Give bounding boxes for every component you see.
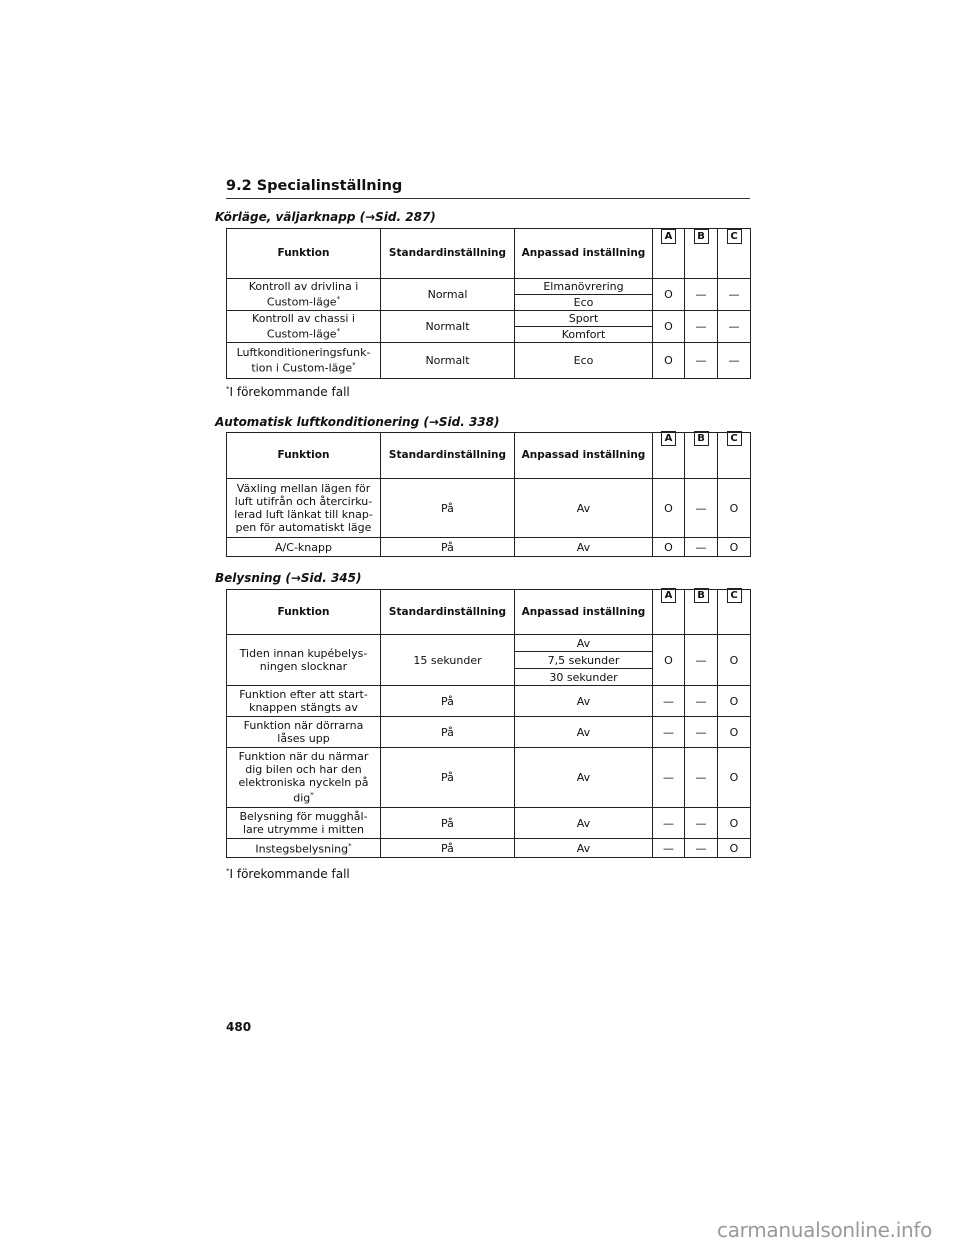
b-cell: — [685, 343, 718, 379]
standard-cell: På [381, 748, 515, 808]
col-a-badge: A [661, 229, 676, 244]
standard-cell: Normalt [381, 343, 515, 379]
a-cell: O [653, 479, 685, 538]
section-header: 9.2 Specialinställning [226, 178, 750, 199]
b-cell: — [685, 748, 718, 808]
col-b-badge: B [694, 229, 709, 244]
standard-cell: 15 sekunder [381, 635, 515, 686]
col-a-badge: A [661, 588, 676, 603]
col-anpassad: Anpassad inställning [515, 590, 653, 635]
b-cell: — [685, 686, 718, 717]
a-cell: O [653, 343, 685, 379]
a-cell: — [653, 748, 685, 808]
col-funktion: Funktion [227, 590, 381, 635]
col-c-badge: C [727, 431, 742, 446]
option-cell: Eco [515, 343, 653, 379]
funktion-cell: Funktion när dörrarna låses upp [227, 717, 381, 748]
anpassad-cell: Av [515, 538, 653, 557]
col-standard: Standardinställning [381, 433, 515, 479]
footnote-1: *I förekommande fall [226, 385, 350, 399]
table-row [227, 635, 751, 652]
standard-cell: På [381, 839, 515, 858]
section3-caption: Belysning (→Sid. 345) [215, 571, 362, 585]
table-header-row [227, 229, 751, 279]
funktion-cell: Växling mellan lägen för luft utifrån och återcirku-lerad luft länkat till knap-pen för automatiskt läge [227, 479, 381, 538]
funktion-cell: A/C-knapp [227, 538, 381, 557]
table-luftkonditionering [226, 432, 751, 557]
table-row [227, 839, 751, 858]
option-cell: Av [515, 635, 653, 652]
a-cell: — [653, 686, 685, 717]
col-anpassad: Anpassad inställning [515, 433, 653, 479]
c-cell: O [718, 686, 751, 717]
funktion-cell: Instegsbelysning* [227, 839, 381, 858]
funktion-cell: Luftkonditioneringsfunk-tion i Custom-läge* [227, 343, 381, 379]
option-cell: Elmanövrering [515, 279, 653, 295]
table-row [227, 479, 751, 538]
b-cell: — [685, 717, 718, 748]
table-row [227, 343, 751, 379]
col-anpassad: Anpassad inställning [515, 229, 653, 279]
b-cell: — [685, 839, 718, 858]
standard-cell: På [381, 686, 515, 717]
b-cell: — [685, 538, 718, 557]
standard-cell: Normal [381, 279, 515, 311]
option-cell: Sport [515, 311, 653, 327]
table-row [227, 808, 751, 839]
a-cell: O [653, 635, 685, 686]
col-funktion: Funktion [227, 433, 381, 479]
table-header-row [227, 590, 751, 635]
anpassad-cell: Av [515, 717, 653, 748]
col-a-badge: A [661, 431, 676, 446]
col-funktion: Funktion [227, 229, 381, 279]
a-cell: — [653, 717, 685, 748]
c-cell: O [718, 808, 751, 839]
c-cell: O [718, 748, 751, 808]
a-cell: O [653, 311, 685, 343]
option-cell: 7,5 sekunder [515, 652, 653, 669]
c-cell: O [718, 635, 751, 686]
option-cell: Eco [515, 295, 653, 311]
col-c-badge: C [727, 229, 742, 244]
standard-cell: Normalt [381, 311, 515, 343]
b-cell: — [685, 279, 718, 311]
b-cell: — [685, 311, 718, 343]
anpassad-cell: Av [515, 748, 653, 808]
anpassad-cell: Av [515, 686, 653, 717]
table-row [227, 717, 751, 748]
option-cell: 30 sekunder [515, 669, 653, 686]
anpassad-cell: Av [515, 839, 653, 858]
standard-cell: På [381, 479, 515, 538]
table-row [227, 538, 751, 557]
watermark: carmanualsonline.info [717, 1218, 933, 1242]
table-row [227, 279, 751, 295]
c-cell: O [718, 717, 751, 748]
anpassad-cell: Av [515, 479, 653, 538]
b-cell: — [685, 635, 718, 686]
col-standard: Standardinställning [381, 590, 515, 635]
funktion-cell: Tiden innan kupébelys-ningen slocknar [227, 635, 381, 686]
b-cell: — [685, 808, 718, 839]
table-row [227, 311, 751, 327]
a-cell: — [653, 839, 685, 858]
a-cell: — [653, 808, 685, 839]
section1-caption: Körläge, väljarknapp (→Sid. 287) [215, 210, 436, 224]
funktion-cell: Funktion efter att start-knappen stängts av [227, 686, 381, 717]
section2-caption: Automatisk luftkonditionering (→Sid. 338) [215, 415, 500, 429]
col-b-badge: B [694, 431, 709, 446]
col-b-badge: B [694, 588, 709, 603]
standard-cell: På [381, 808, 515, 839]
funktion-cell: Kontroll av drivlina i Custom-läge* [227, 279, 381, 311]
table-korlage [226, 228, 751, 379]
table-row [227, 686, 751, 717]
funktion-cell: Kontroll av chassi i Custom-läge* [227, 311, 381, 343]
funktion-cell: Funktion när du närmar dig bilen och har den elektroniska nyckeln på dig* [227, 748, 381, 808]
col-c-badge: C [727, 588, 742, 603]
c-cell: — [718, 311, 751, 343]
footnote-2: *I förekommande fall [226, 867, 350, 881]
b-cell: — [685, 479, 718, 538]
standard-cell: På [381, 717, 515, 748]
table-belysning [226, 589, 751, 858]
col-standard: Standardinställning [381, 229, 515, 279]
table-row [227, 748, 751, 808]
option-cell: Komfort [515, 327, 653, 343]
c-cell: O [718, 538, 751, 557]
c-cell: — [718, 343, 751, 379]
table-header-row [227, 433, 751, 479]
c-cell: — [718, 279, 751, 311]
page-number: 480 [226, 1020, 252, 1034]
c-cell: O [718, 479, 751, 538]
a-cell: O [653, 279, 685, 311]
funktion-cell: Belysning för mugghål-lare utrymme i mitten [227, 808, 381, 839]
c-cell: O [718, 839, 751, 858]
a-cell: O [653, 538, 685, 557]
standard-cell: På [381, 538, 515, 557]
anpassad-cell: Av [515, 808, 653, 839]
